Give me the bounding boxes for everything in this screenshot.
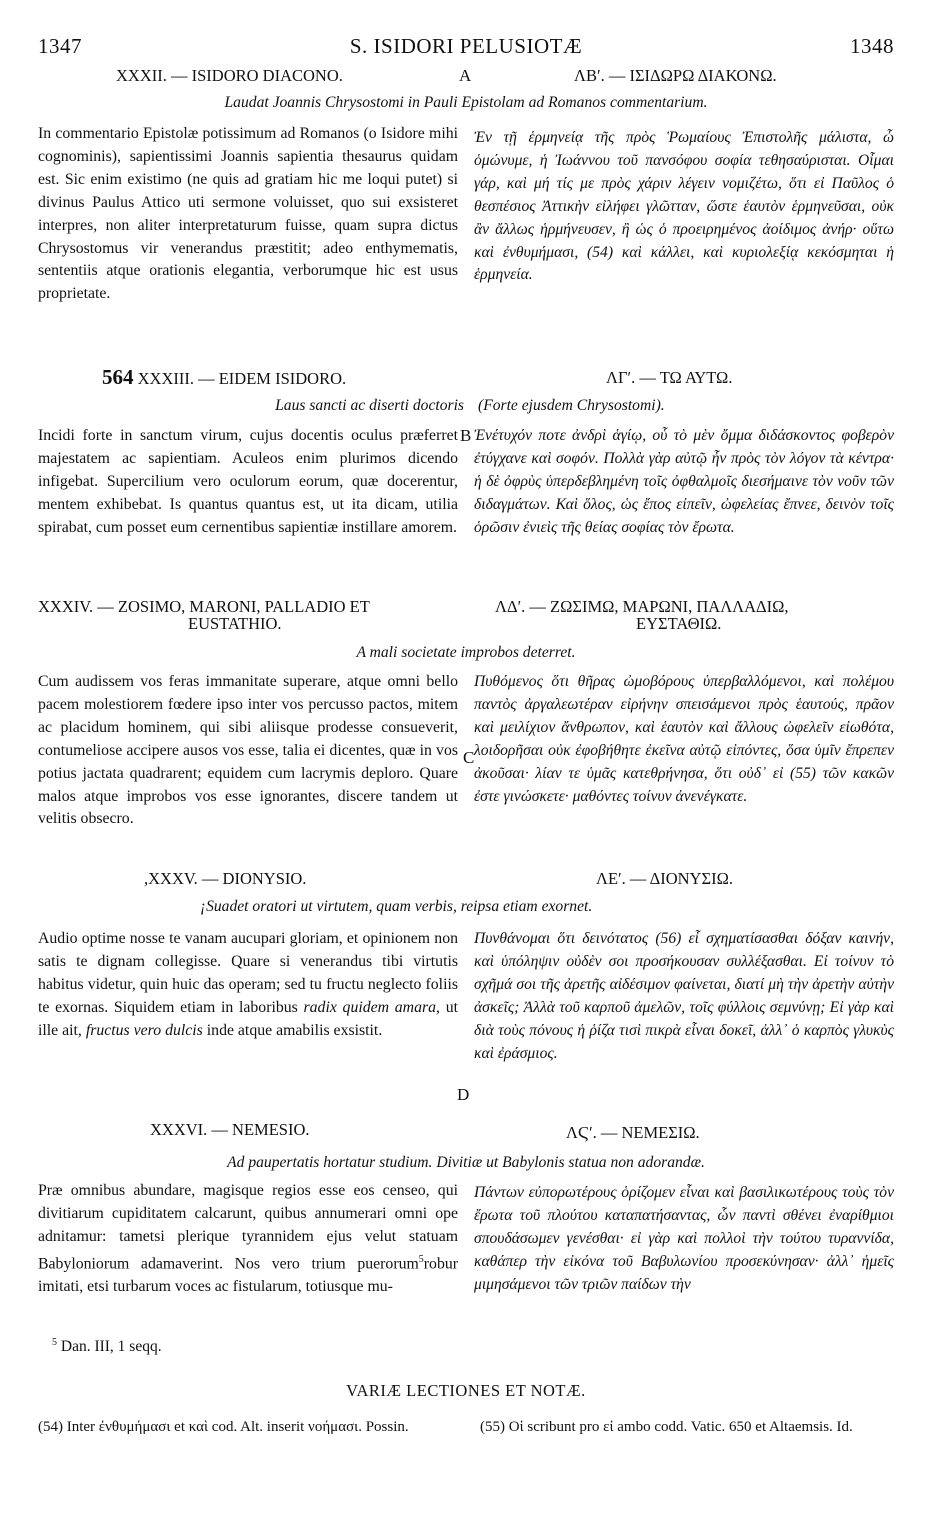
note-55: (55) Οἱ scribunt pro εἰ ambo codd. Vatic. 650 et Altaemsis. Id.: [480, 1419, 853, 1435]
letter-33-greek-title: ΛΓʹ. — ΤΩ ΑΥΤΩ.: [606, 368, 733, 387]
letter-36-latin-text: [38, 1180, 458, 1299]
letter-32-greek-title: ΛΒʹ. — ΙΣΙΔΩΡΩ ΔΙΑΚΟΝΩ.: [574, 66, 777, 85]
margin-letter-c: C: [463, 748, 475, 767]
letter-34-latin-text: Cum audissem vos feras immanitate superare, atque omni bello pacem molestiorem fœdere ipso inter vos percusso pactos, mitem ac placidum hominem, qui sibi aliisque prodesse consueverit, contumeliose accipere ausos vos esse, talia ei dicentes, quæ in vos potius jactata quadrarent; equidem cum lacrymis deploro. Quare malos atque improbos vos esse ignorantes, discere tandem ut velitis obsecro.: [38, 673, 458, 828]
letter-33-latin-title-text: XXXIII. — EIDEM ISIDORO.: [137, 369, 347, 388]
footnote-ref: 5: [418, 1253, 424, 1265]
letter-33-greek-text: Ἐνέτυχόν ποτε ἀνδρὶ ἁγίῳ, οὗ τὸ μὲν ὄμμα διδάσκοντος φοβερὸν ἐτύγχανε καὶ σοφόν. Πολλὰ γὰρ αὐτῷ ἦν πρὸς τὸν λόγον τὰ κέντρα· ἡ δὲ ὀφρὺς ὑπερδεβλημένη τοῖς ὀφθαλμοῖς διεσήμαινε τὸν νοῦν τῶν διδαγμάτων. Καὶ ὅλος, ὡς ἔπος εἰπεῖν, ὠφελείας ἔπνεε, δεινὸν τοῖς ὁρῶσιν ἐνιεὶς τῆς θείας σοφίας τὸν ἔρωτα.: [474, 427, 894, 536]
letter-32-latin-text: In commentario Epistolæ potissimum ad Romanos (o Isidore mihi cognominis), sapientissimi Joannis sapientia thesaurus quidam est. Sic enim existimo (ne quis ad gratiam hic me loqui putet) si divinus Paulus Attico uti sermone voluisset, quo sui exsisteret interpres, non aliter interpretaturum fuisse, quam supra dictus Chrysostomus vir venerandus præstitit; adeo enthymematis, sententiis atque orationis elegantia, verborumque hic est usus proprietate.: [38, 125, 458, 303]
letter-36-greek-text: Πάντων εὐπορωτέρους ὁρίζομεν εἶναι καὶ βασιλικωτέρους τοὺς τὸν ἔρωτα τοῦ πλούτου καταπατήσαντας, ὧν παντὶ σθένει ἐναρίθμιοι σπουδάσωμεν γενέσθαι· εἰ γὰρ καὶ πολλοὶ τὴν τούτου τυραννίδα, καθάπερ τὴν εἰκόνα τοῦ Βαβυλωνίου προσεκύνησαν· ἀλλ᾽ ἡμεῖς μιμησάμενοι τῶν τριῶν παίδων τὴν: [474, 1184, 894, 1293]
letter-34-greek-title-1: ΛΔʹ. — ΖΩΣΙΜΩ, ΜΑΡΩΝΙ, ΠΑΛΛΑΔΙΩ,: [495, 597, 789, 616]
letter-35-latin-text-a: Audio optime nosse te vanam aucupari gloriam, et opinionem non satis te dignam collegisse. Quare si venerandus tibi virtutis habitus videtur, quin huic das operam; sed tu fructu neglecto foliis te exornas. Siquidem etiam in laboribus: [38, 930, 458, 1016]
letter-36-latin-text-a: Præ omnibus abundare, magisque regios esse eos censeo, qui divitiarum cupiditatem calcarunt, quibus annumerari omni ope adnitamur: tametsi plerique tyrannidem ejus velut statuam Babyloniorum adamaverint. Nos vero trium puerorum: [38, 1182, 458, 1272]
letter-35-greek-quote-1: ἡ ῥίζα τισὶ πικρὰ: [577, 1021, 681, 1039]
letter-35-greek-text: [474, 928, 894, 1065]
letter-35-greek-quote-2: ἀλλ᾽ ὁ καρπὸς γλυκὺς: [760, 1021, 894, 1039]
letter-35-subtitle: ¡Suadet oratori ut virtutem, quam verbis, reipsa etiam exornet.: [200, 898, 593, 915]
margin-letter-b: B: [460, 426, 472, 445]
letter-35-latin-text-c: inde atque amabilis exsistit.: [202, 1021, 383, 1039]
letter-34-subtitle: A mali societate improbos deterret.: [356, 644, 576, 661]
letter-36-latin-text-b: robur imitati, etsi turbarum voces ac fistularum, totiusque mu-: [38, 1254, 458, 1295]
letter-35-greek-text-b: εἶναι δοκεῖ,: [680, 1021, 761, 1039]
letter-36-latin-title: XXXVI. — NEMESIO.: [150, 1120, 310, 1139]
letter-35-latin-quote-2: fructus vero dulcis: [85, 1021, 203, 1039]
letter-32-greek-text: Ἐν τῇ ἑρμηνείᾳ τῆς πρὸς Ῥωμαίους Ἐπιστολῆς μάλιστα, ὦ ὁμώνυμε, ἡ Ἰωάννου τοῦ πανσόφου σοφία τεθησαύρισται. Οἶμαι γάρ, καὶ μή τίς με πρὸς χάριν λέγειν νομιζέτω, ὅτι εἰ Παῦλος ὁ θεσπέσιος Ἀττικὴν εἰλήφει γλῶτταν, ὥστε ἑαυτὸν ἑρμηνεῦσαι, οὐκ ἂν ἄλλως ἡρμήνευσεν, ἢ ὡς ὁ προειρημένος ἀοίδιμος ἀνήρ· οὕτω καὶ ἐνθυμήμασι, (54) καὶ κάλλει, καὶ κυριολεξίᾳ κεκόσμηται ἡ ἑρμηνεία.: [474, 129, 894, 284]
column-number: 564: [102, 365, 134, 389]
letter-32-latin-title: XXXII. — ISIDORO DIACONO.: [116, 66, 343, 85]
page-number-left: 1347: [38, 34, 82, 58]
letter-34-latin-title-2: EUSTATHIO.: [188, 614, 282, 633]
footnote-text: Dan. III, 1 seqq.: [60, 1338, 162, 1356]
letter-33-subtitle-left: Laus sancti ac diserti doctoris: [275, 397, 464, 414]
notes-heading: VARIÆ LECTIONES ET NOTÆ.: [346, 1381, 586, 1400]
page-number-right: 1348: [850, 34, 894, 58]
footnote: [52, 1337, 162, 1356]
letter-34-latin-title-1: XXXIV. — ZOSIMO, MARONI, PALLADIO ET: [38, 597, 370, 616]
letter-35-latin-text: [38, 928, 458, 1043]
margin-letter-a: A: [459, 66, 472, 85]
note-54: (54) Inter ἐνθυμήμασι et καὶ cod. Alt. inserit νοήμασι. Possin.: [38, 1419, 409, 1435]
letter-35-greek-title: ΛΕʹ. — ΔΙΟΝΥΣΙΩ.: [596, 869, 733, 888]
letter-33-subtitle-right: (Forte ejusdem Chrysostomi).: [478, 397, 665, 414]
letter-35-latin-quote-1: radix quidem amara: [303, 998, 437, 1016]
letter-35-latin-title: ,XXXV. — DIONYSIO.: [144, 869, 307, 888]
letter-35-greek-text-a: Πυνθάνομαι ὅτι δεινότατος (56) εἶ σχηματίσασθαι δόξαν καινήν, καὶ ὑπόληψιν οὐδὲν σοι προσήκουσαν συλλέξασθαι. Εἰ τοίνυν τὸ σχῆμά σοι τῆς ἀρετῆς αἰδέσιμον φαίνεται, διατί μὴ τὴν ἀρετὴν αὐτὴν ἀσκεῖς; Ἀλλὰ τοῦ καρποῦ ἀμελῶν, τοῖς φύλλοις σεμνύνῃ; Εἰ γὰρ καὶ διὰ τοὺς πόνους: [474, 930, 894, 1039]
letter-35-latin-text-b: , ut ille ait,: [38, 998, 459, 1039]
letter-36-greek-title: ΛϚʹ. — ΝΕΜΕΣΙΩ.: [566, 1123, 700, 1142]
running-title: S. ISIDORI PELUSIOTÆ: [349, 34, 583, 58]
letter-36-subtitle: Ad paupertatis hortatur studium. Divitiæ ut Babylonis statua non adorandæ.: [227, 1154, 705, 1171]
margin-letter-d: D: [457, 1085, 470, 1104]
footnote-mark: 5: [52, 1337, 57, 1348]
letter-33-latin-text: Incidi forte in sanctum virum, cujus docentis oculus præferret majestatem ac sapientiam. Aculeos enim plurimos dicendo infigebat. Supercilium vero oculorum eorum, quæ docerentur, mentem exhibebat. Is quantus quantus est, ut ita dicam, utilia spirabat, cum posset eum cernentibus sapientiæ instillare amorem.: [38, 427, 458, 536]
letter-32-subtitle: Laudat Joannis Chrysostomi in Pauli Epistolam ad Romanos commentarium.: [224, 94, 708, 111]
letter-35-greek-text-c: καὶ ἐράσμιος.: [474, 1044, 558, 1062]
letter-33-latin-title: [102, 365, 346, 390]
letter-34-greek-text: Πυθόμενος ὅτι θῆρας ὠμοβόρους ὑπερβαλλόμενοι, καὶ πολέμου παντὸς ἀργαλεωτέραν εἰρήνην σπεισάμενοι πρὸς ἑαυτούς, πρᾶον καὶ μειλίχιον ἄνθρωπον, καὶ ἑαυτὸν καὶ ἄλλους ὠφελεῖν εἰωθότα, λοιδορῆσαι οὐκ ἐφοβήθητε ἐκεῖνα αὐτῷ εἰπόντες, ὅσα ὑμῖν ἔπρεπεν ἀκοῦσαι· λίαν τε ὑμᾶς κατεθρήνησα, ὅτι οὐδ᾽ εἰ (55) τῶν κακῶν ἐστε γινώσκετε· μαθόντες τοίνυν ἀνενέγκατε.: [474, 673, 894, 805]
letter-34-greek-title-2: ΕΥΣΤΑΘΙΩ.: [636, 614, 722, 633]
